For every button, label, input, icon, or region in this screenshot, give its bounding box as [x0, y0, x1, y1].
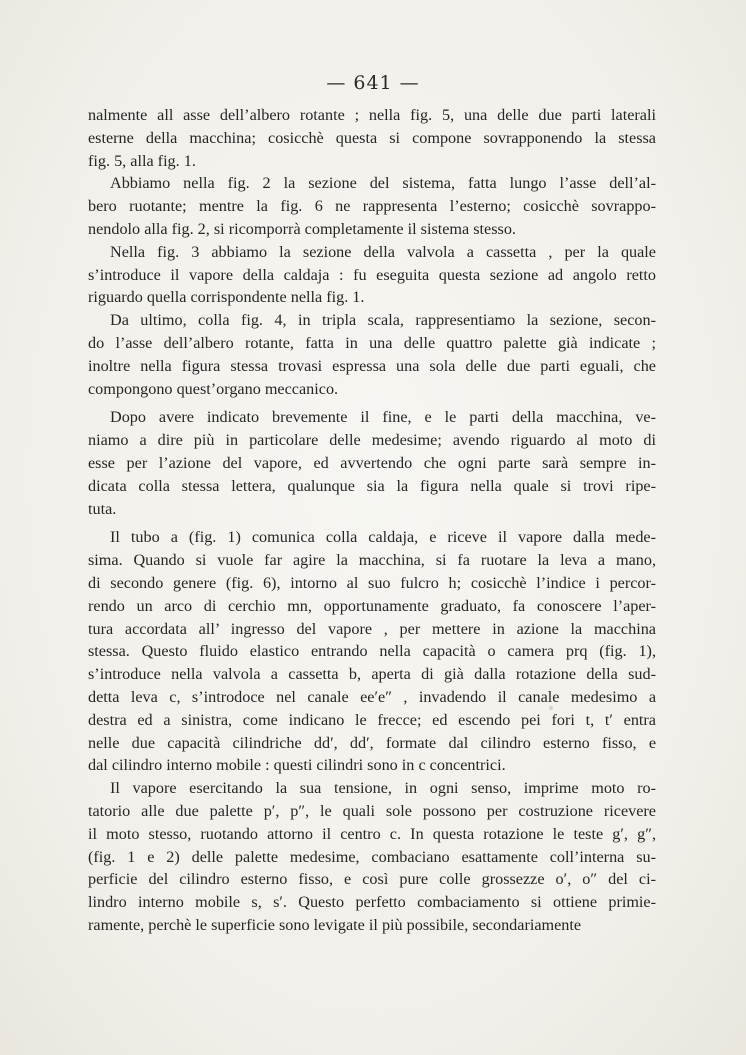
text-line: esse per l’azione del vapore, ed avvertendo che ogni parte sarà sempre in-: [88, 453, 656, 472]
text-line: dicata colla stessa lettera, qualunque sia la figura nella quale si trovi ripe-: [88, 476, 656, 495]
paragraph: [88, 241, 656, 309]
text-line: dal cilindro interno mobile : questi cilindri sono in c concentrici.: [88, 756, 506, 775]
text-line: esterne della macchina; cosicchè questa si compone sovrapponendo la stessa: [88, 128, 656, 147]
text-line: destra ed a sinistra, come indicano le frecce; ed escendo pei fori t, t′ entra: [88, 710, 656, 729]
text-line: Abbiamo nella fig. 2 la sezione del sistema, fatta lungo l’asse dell’al-: [110, 174, 656, 193]
text-line: Nella fig. 3 abbiamo la sezione della valvola a cassetta , per la quale: [110, 242, 656, 261]
text-line: s’introduce il vapore della caldaja : fu eseguita questa sezione ad angolo retto: [88, 265, 656, 284]
paragraph: [88, 172, 656, 240]
text-line: lindro interno mobile s, s′. Questo perfetto combaciamento si ottiene primie-: [88, 893, 656, 912]
text-line: sima. Quando si vuole far agire la macchina, si fa ruotare la leva a mano,: [88, 551, 656, 570]
text-line: tura accordata all’ ingresso del vapore , per mettere in azione la macchina: [88, 619, 656, 638]
paragraph: [88, 309, 656, 400]
text-line: stessa. Questo fluido elastico entrando nella capacità o camera prq (fig. 1),: [88, 642, 656, 661]
text-line: tatorio alle due palette p′, p″, le quali sole possono per costruzione ricevere: [88, 801, 656, 820]
text-line: Il vapore esercitando la sua tensione, in ogni senso, imprime moto ro-: [110, 779, 656, 798]
text-line: nelle due capacità cilindriche dd′, dd′, formate dal cilindro esterno fisso, e: [88, 733, 656, 752]
text-line: Il tubo a (fig. 1) comunica colla caldaja, e riceve il vapore dalla mede-: [110, 528, 656, 547]
text-line: inoltre nella figura stessa trovasi espressa una sola delle due parti eguali, che: [88, 356, 656, 375]
text-line: ramente, perchè le superficie sono levigate il più possibile, secondariamente: [88, 915, 582, 934]
page-number: — 641 —: [326, 72, 420, 94]
text-line: detta leva c, s’introdoce nel canale ee′e″ , invadendo il canale medesimo a: [88, 687, 656, 706]
paragraph: [88, 104, 656, 172]
text-line: di secondo genere (fig. 6), intorno al suo fulcro h; cosicchè l’indice i percor-: [88, 573, 656, 592]
text-line: perficie del cilindro esterno fisso, e così pure colle grossezze o′, o″ del ci-: [88, 870, 656, 889]
ink-speck: [538, 905, 541, 908]
text-line: il moto stesso, ruotando attorno il centro c. In questa rotazione le teste g′, g″,: [88, 824, 656, 843]
text-line: riguardo quella corrispondente nella fig. 1.: [88, 288, 365, 307]
text-line: niamo a dire più in particolare delle medesime; avendo riguardo al moto di: [88, 431, 656, 450]
text-line: nalmente all asse dell’albero rotante ; nella fig. 5, una delle due parti laterali: [88, 106, 656, 124]
body-text: [88, 104, 656, 937]
text-line: tuta.: [88, 499, 117, 518]
text-line: s’introduce nella valvola a cassetta b, aperta di già dalla rotazione della sud-: [88, 665, 656, 684]
text-line: fig. 5, alla fig. 1.: [88, 151, 196, 170]
text-line: do l’asse dell’albero rotante, fatta in una delle quattro palette già indicate ;: [88, 333, 656, 352]
text-line: compongono quest’organo meccanico.: [88, 379, 339, 398]
text-line: rendo un arco di cerchio mn, opportunamente graduato, fa conoscere l’aper-: [88, 596, 656, 615]
paragraph: [88, 406, 656, 520]
text-line: (fig. 1 e 2) delle palette medesime, combaciano esattamente coll’interna su-: [88, 847, 656, 866]
text-line: nendolo alla fig. 2, si ricomporrà completamente il sistema stesso.: [88, 219, 516, 238]
text-line: Dopo avere indicato brevemente il fine, e le parti della macchina, ve-: [110, 408, 656, 427]
paragraph: [88, 777, 656, 937]
text-line: Da ultimo, colla fig. 4, in tripla scala, rappresentiamo la sezione, secon-: [110, 311, 656, 330]
text-line: bero ruotante; mentre la fig. 6 ne rappresenta l’esterno; cosicchè sovrappo-: [88, 197, 656, 216]
paragraph: [88, 526, 656, 777]
ink-speck: [549, 706, 553, 710]
